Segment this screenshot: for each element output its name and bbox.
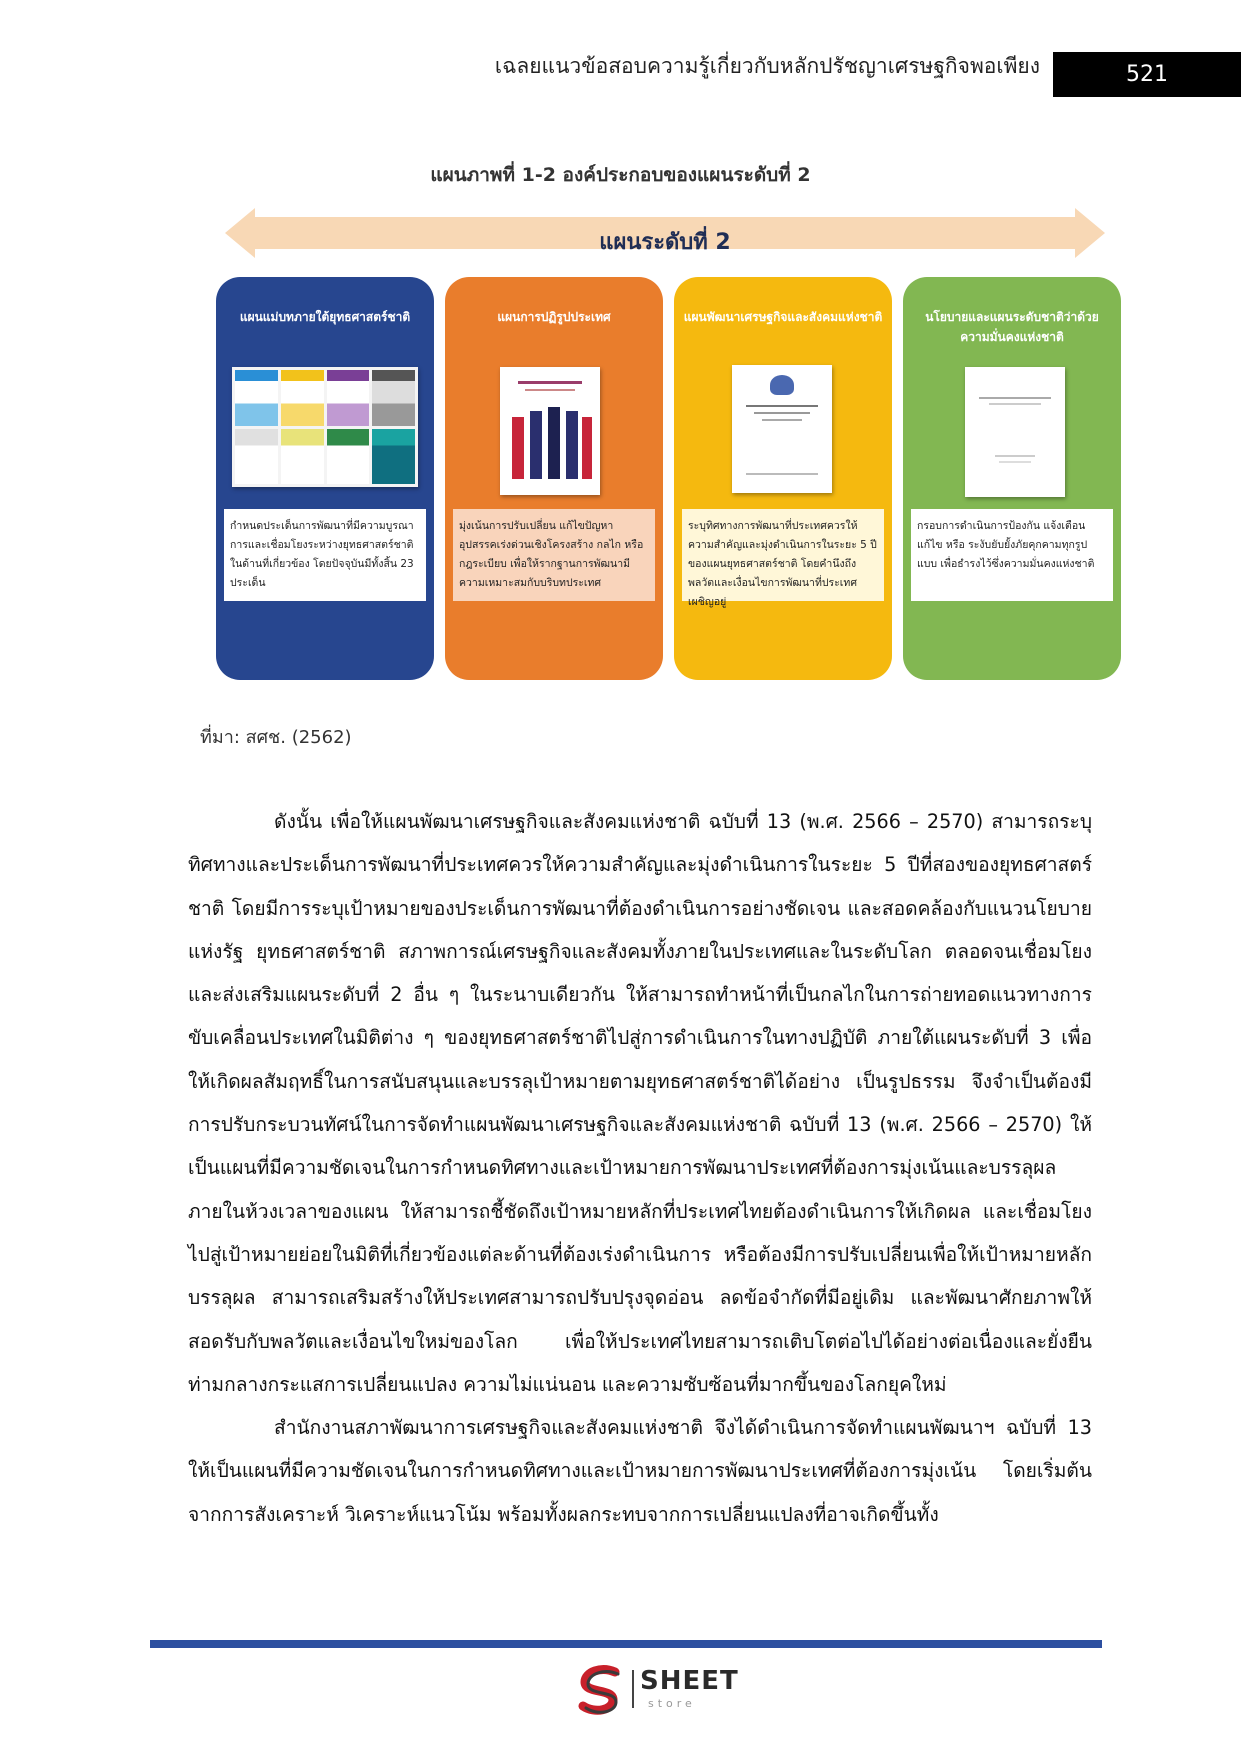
security-plan-cover-image — [965, 367, 1065, 497]
body-paragraph-2: สำนักงานสภาพัฒนาการเศรษฐกิจและสังคมแห่งชาติ จึงได้ดำเนินการจัดทำแผนพัฒนาฯ ฉบับที่ 13 ให้เป็นแผนที่มีความชัดเจนในการกำหนดทิศทางและเป้าหมายการพัฒนาประเทศที่ต้องการมุ่งเน้น โดยเริ่มต้น จากการสังเคราะห์ วิเคราะห์แนวโน้ม พร้อมทั้งผลกระทบจากการเปลี่ยนแปลงที่อาจเกิดขึ้นทั้ง — [188, 1416, 1092, 1526]
running-header-title: เฉลยแนวข้อสอบความรู้เกี่ยวกับหลักปรัชญาเศรษฐกิจพอเพียง — [494, 54, 1040, 78]
figure-title: แผนภาพที่ 1-2 องค์ประกอบของแผนระดับที่ 2 — [430, 164, 811, 186]
body-text — [188, 800, 1092, 1536]
card-description: กรอบการดำเนินการป้องกัน แจ้งเตือน แก้ไข หรือ ระงับยับยั้งภัยคุกคามทุกรูปแบบ เพื่อธำรงไว้ซึ่งความมั่นคงแห่งชาติ — [911, 509, 1113, 601]
page-number-box — [1053, 52, 1241, 97]
plan-card-master-plan — [216, 277, 434, 680]
economic-plan-cover-image — [732, 365, 832, 493]
card-title: แผนการปฏิรูปประเทศ — [497, 310, 611, 324]
card-description: ระบุทิศทางการพัฒนาที่ประเทศควรให้ความสำคัญและมุ่งดำเนินการในระยะ 5 ปีของแผนยุทธศาสตร์ชาติ โดยคำนึงถึงพลวัตและเงื่อนไขการพัฒนาที่ประเทศเผชิญอยู่ — [682, 509, 884, 601]
figure-source: ที่มา: สศช. (2562) — [200, 727, 352, 748]
card-title: แผนแม่บทภายใต้ยุทธศาสตร์ชาติ — [239, 310, 411, 324]
body-paragraph-1: ดังนั้น เพื่อให้แผนพัฒนาเศรษฐกิจและสังคมแห่งชาติ ฉบับที่ 13 (พ.ศ. 2566 – 2570) สามารถระบุ ทิศทางและประเด็นการพัฒนาที่ประเทศควรให้ความสำคัญและมุ่งดำเนินการในระยะ 5 ปีที่สองของยุทธศาสตร์ชาติ โดยมีการระบุเป้าหมายของประเด็นการพัฒนาที่ต้องดำเนินการอย่างชัดเจน และสอดคล้องกับแนวนโยบายแห่งรัฐ ยุทธศาสตร์ชาติ สภาพการณ์เศรษฐกิจและสังคมทั้งภายในประเทศและในระดับโลก ตลอดจนเชื่อมโยงและส่งเสริมแผนระดับที่ 2 อื่น ๆ ในระนาบเดียวกัน ให้สามารถทำหน้าที่เป็นกลไกในการถ่ายทอดแนวทางการขับเคลื่อนประเทศในมิติต่าง ๆ ของยุทธศาสตร์ชาติไปสู่การดำเนินการในทางปฏิบัติ ภายใต้แผนระดับที่ 3 เพื่อให้เกิดผลสัมฤทธิ์ในการสนับสนุนและบรรลุเป้าหมายตามยุทธศาสตร์ชาติได้อย่าง เป็นรูปธรรม จึงจำเป็นต้องมีการปรับกระบวนทัศน์ในการจัดทำแผนพัฒนาเศรษฐกิจและสังคมแห่งชาติ ฉบับที่ 13 (พ.ศ. 2566 – 2570) ให้เป็นแผนที่มีความชัดเจนในการกำหนดทิศทางและเป้าหมายการพัฒนาประเทศที่ต้องการมุ่งเน้นและบรรลุผลภายในห้วงเวลาของแผน ให้สามารถชี้ชัดถึงเป้าหมายหลักที่ประเทศไทยต้องดำเนินการให้เกิดผล และเชื่อมโยงไปสู่เป้าหมายย่อยในมิติที่เกี่ยวข้องแต่ละด้านที่ต้องเร่งดำเนินการ หรือต้องมีการปรับเปลี่ยนเพื่อให้เป้าหมายหลักบรรลุผล สามารถเสริมสร้างให้ประเทศสามารถปรับปรุงจุดอ่อน ลดข้อจำกัดที่มีอยู่เดิม และพัฒนาศักยภาพให้สอดรับกับพลวัตและเงื่อนไขใหม่ของโลก เพื่อให้ประเทศไทยสามารถเติบโตต่อไปได้อย่างต่อเนื่องและยั่งยืนท่ามกลางกระแสการเปลี่ยนแปลง ความไม่แน่นอน และความซับซ้อนที่มากขึ้นของโลกยุคใหม่ — [188, 810, 1092, 1396]
card-title: แผนพัฒนาเศรษฐกิจและสังคมแห่งชาติ — [683, 310, 883, 324]
logo-subtext: store — [648, 1697, 696, 1710]
footer-divider — [150, 1640, 1102, 1648]
logo-text: SHEET — [640, 1666, 739, 1696]
arrow-label: แผนระดับที่ 2 — [599, 230, 731, 255]
card-description: กำหนดประเด็นการพัฒนาที่มีความบูรณาการและเชื่อมโยงระหว่างยุทธศาสตร์ชาติในด้านที่เกี่ยวข้อง โดยปัจจุบันมีทั้งสิ้น 23 ประเด็น — [224, 509, 426, 601]
plan-card-reform — [445, 277, 663, 680]
page-number: 521 — [1126, 62, 1168, 87]
card-title: นโยบายและแผนระดับชาติว่าด้วยความมั่นคงแห่งชาติ — [925, 310, 1099, 344]
reform-plan-cover-image — [500, 367, 600, 495]
plan-card-economic-social — [674, 277, 892, 680]
card-description: มุ่งเน้นการปรับเปลี่ยน แก้ไขปัญหาอุปสรรคเร่งด่วนเชิงโครงสร้าง กลไก หรือกฎระเบียบ เพื่อให้รากฐานการพัฒนามีความเหมาะสมกับบริบทประเทศ — [453, 509, 655, 601]
master-plan-book-collage — [232, 367, 418, 487]
plan-card-national-security — [903, 277, 1121, 680]
